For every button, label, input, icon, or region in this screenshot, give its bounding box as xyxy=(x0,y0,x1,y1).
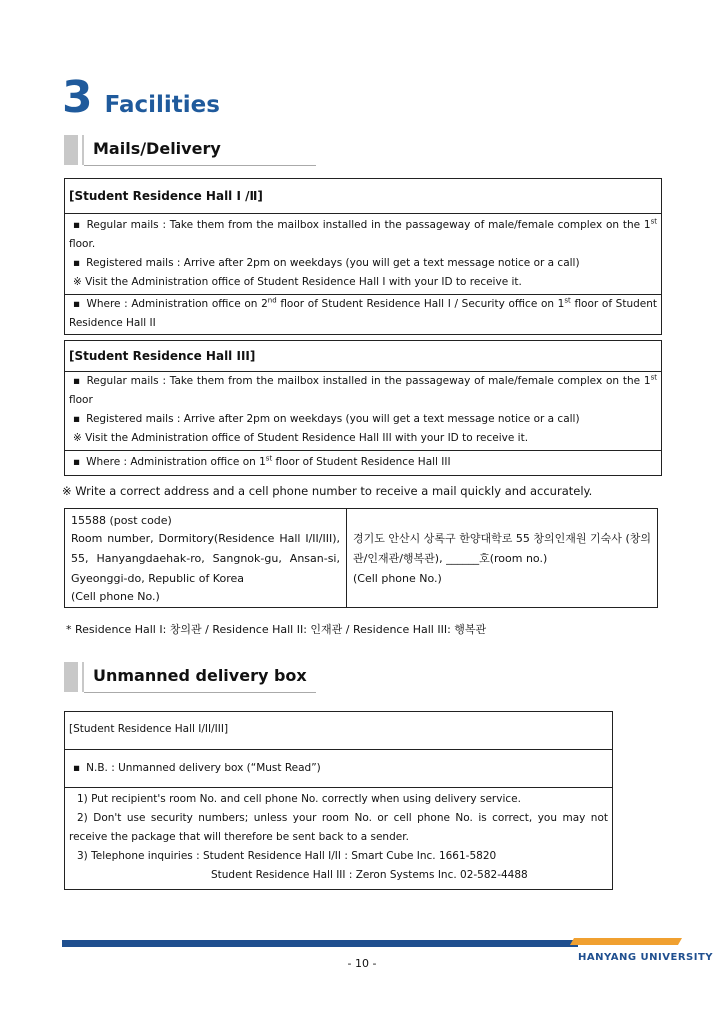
nb-text: ▪ N.B. : Unmanned delivery box (“Must Read”) xyxy=(65,749,612,787)
address-korean xyxy=(347,509,657,607)
mail-info-rows xyxy=(65,213,661,294)
section-title: Unmanned delivery box xyxy=(93,666,307,685)
registered-mails-text: ▪ Registered mails : Arrive after 2pm on weekdays (you will get a text message notice or a call) xyxy=(69,254,657,273)
mail-box-hall-1-2 xyxy=(64,178,662,335)
instruction-2: 2) Don't use security numbers; unless your room No. or cell phone No. is correct, you may not receive the package that will therefore be sent back to a sender. xyxy=(69,812,608,843)
address-english-body: Room number, Dormitory(Residence Hall I/II/III), 55, Hanyangdaehak-ro, Sangnok-gu, Ansan-si, Gyeonggi-do, Republic of Korea xyxy=(71,532,340,585)
registered-mails-text: ▪ Registered mails : Arrive after 2pm on weekdays (you will get a text message notice or a call) xyxy=(69,410,657,429)
where-text: ▪ Where : Administration office on 1st floor of Student Residence Hall III xyxy=(65,450,661,475)
post-code: 15588 (post code) xyxy=(71,514,172,527)
instruction-3-continued: Student Residence Hall III : Zeron Systems Inc. 02-582-4488 xyxy=(211,869,528,881)
regular-mails-text: ▪ Regular mails : Take them from the mailbox installed in the passageway of male/female complex on the 1st floor. xyxy=(69,216,657,254)
chapter-number: 3 xyxy=(62,72,93,123)
mail-info-rows xyxy=(65,371,661,450)
hall-name-footnote: * Residence Hall I: 창의관 / Residence Hall II: 인재관 / Residence Hall III: 행복관 xyxy=(66,623,487,636)
visit-note: ※ Visit the Administration office of Student Residence Hall I with your ID to receive it. xyxy=(73,276,522,288)
section-heading-mails xyxy=(64,135,316,165)
box-header: [Student Residence Hall III] xyxy=(69,349,256,363)
chapter-heading xyxy=(62,72,220,123)
cell-phone-label: (Cell phone No.) xyxy=(353,572,442,585)
address-table xyxy=(64,508,658,608)
footer-rule xyxy=(62,940,578,947)
regular-mails-text: ▪ Regular mails : Take them from the mailbox installed in the passageway of male/female complex on the 1st floor xyxy=(69,372,657,410)
section-title: Mails/Delivery xyxy=(93,139,221,158)
page-number: - 10 - xyxy=(347,957,377,970)
delivery-instructions xyxy=(65,787,612,889)
visit-note: ※ Visit the Administration office of Student Residence Hall III with your ID to receive it. xyxy=(73,432,529,444)
address-english xyxy=(65,509,347,607)
chapter-title: Facilities xyxy=(104,92,220,118)
instruction-3: 3) Telephone inquiries : Student Residence Hall I/II : Smart Cube Inc. 1661-5820 xyxy=(77,850,497,862)
box-header: [Student Residence Hall Ⅰ /Ⅱ] xyxy=(69,189,263,203)
address-notice: ※ Write a correct address and a cell phone number to receive a mail quickly and accurately. xyxy=(62,484,593,498)
instruction-1: 1) Put recipient's room No. and cell phone No. correctly when using delivery service. xyxy=(77,793,521,805)
section-heading-delivery-box xyxy=(64,662,316,692)
where-text: ▪ Where : Administration office on 2nd floor of Student Residence Hall I / Security office on 1st floor of Student Residence Hall II xyxy=(65,294,661,334)
delivery-box-table xyxy=(64,711,613,890)
address-korean-body: 경기도 안산시 상록구 한양대학로 55 창의인재원 기숙사 (창의관/인재관/행복관), ______호(room no.) xyxy=(353,532,651,565)
cell-phone-label: (Cell phone No.) xyxy=(71,590,160,603)
university-logo-text: HANYANG UNIVERSITY xyxy=(578,952,714,963)
mail-box-hall-3 xyxy=(64,340,662,476)
footer-accent xyxy=(570,938,682,945)
box-header: [Student Residence Hall I/II/III] xyxy=(69,723,229,735)
